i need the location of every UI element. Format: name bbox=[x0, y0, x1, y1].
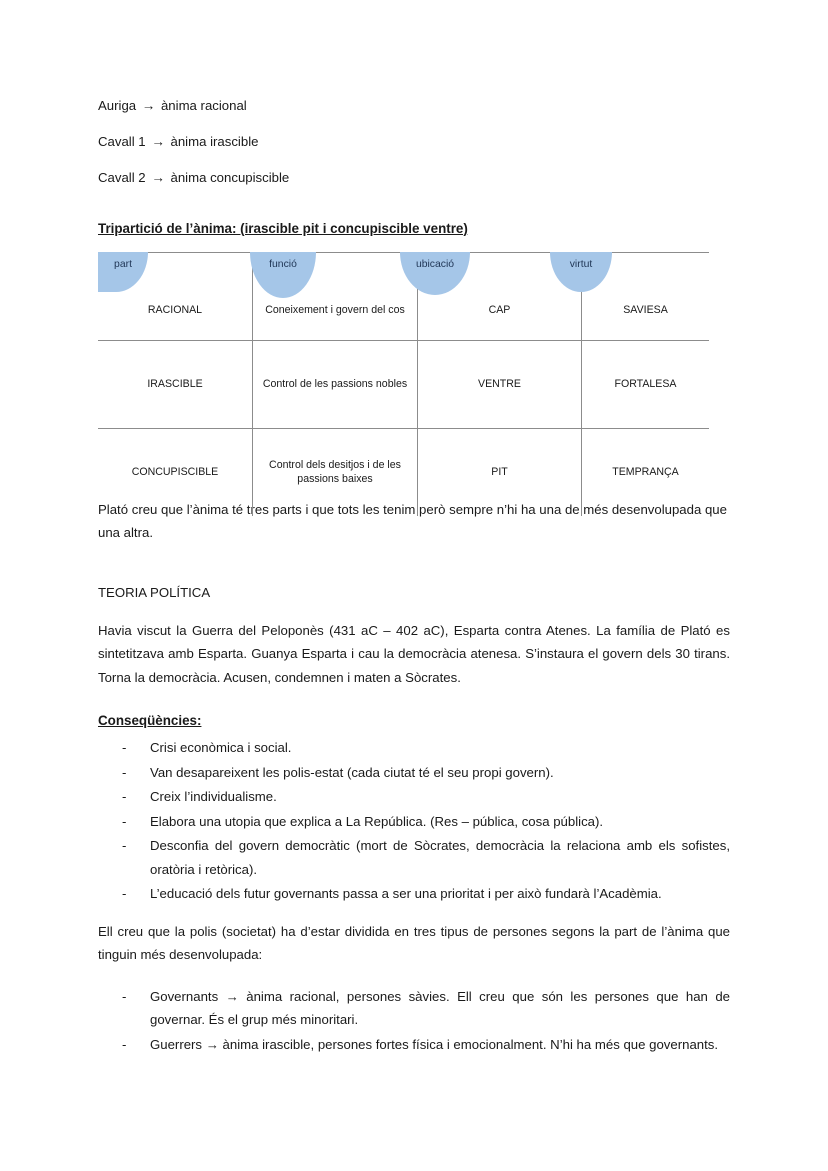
list-item bbox=[98, 985, 730, 1032]
bullet-dash-icon: - bbox=[122, 838, 127, 854]
table-cell-virtut bbox=[582, 340, 710, 428]
list-item-text: Governants → ànima racional, persones sàvies. Ell creu que són les persones que han de governar. És el grup més minoritari. bbox=[150, 988, 730, 1028]
bullet-dash-icon: - bbox=[122, 1036, 127, 1052]
table-cell-funcio bbox=[253, 340, 418, 428]
list-item-text: Van desapareixent les polis-estat (cada ciutat té el seu propi govern). bbox=[150, 764, 554, 780]
intro-line-right: ànima racional bbox=[160, 98, 247, 113]
table-cell-funcio bbox=[253, 428, 418, 516]
tripartition-heading: Tripartició de l’ànima: (irascible pit i concupiscible ventre) bbox=[98, 220, 468, 236]
callout-label: ubicació bbox=[415, 258, 455, 270]
intro-line-left: Cavall 2 bbox=[98, 169, 146, 185]
list-item bbox=[98, 736, 730, 760]
cell-text: SAVIESA bbox=[623, 303, 668, 316]
list-item bbox=[98, 834, 730, 881]
bullet-dash-icon: - bbox=[122, 789, 127, 805]
callout-label: virtut bbox=[569, 258, 593, 270]
table-cell-part bbox=[98, 428, 253, 516]
bullet-dash-icon: - bbox=[122, 764, 127, 780]
tripartition-table-wrapper bbox=[98, 252, 679, 490]
list-item-text: Creix l’individualisme. bbox=[150, 789, 277, 805]
intro-lines-block bbox=[98, 98, 730, 187]
table-cell-part bbox=[98, 252, 253, 340]
intro-line-right: ànima concupiscible bbox=[170, 169, 290, 185]
cell-text: CAP bbox=[488, 303, 511, 316]
table-row bbox=[98, 252, 709, 340]
cell-text: VENTRE bbox=[478, 377, 521, 390]
intro-line-left: Auriga bbox=[98, 98, 137, 113]
list-item bbox=[98, 1033, 730, 1057]
bullet-dash-icon: - bbox=[122, 813, 127, 829]
consequencies-heading: Conseqüències: bbox=[98, 713, 202, 729]
table-cell-ubicacio bbox=[418, 428, 582, 516]
callout-label: part bbox=[114, 258, 132, 270]
list-item-text: Guerrers → ànima irascible, persones fortes física i emocionalment. N’hi ha més que governants. bbox=[150, 1036, 719, 1052]
arrow-icon: → bbox=[141, 98, 156, 113]
table-row bbox=[98, 340, 709, 428]
intro-line bbox=[98, 98, 730, 115]
cell-text: IRASCIBLE bbox=[147, 377, 203, 390]
table-row bbox=[98, 428, 709, 516]
table-cell-part bbox=[98, 340, 253, 428]
tripartition-note: Plató creu que l’ànima té tres parts i que tots les tenim però sempre n’hi ha una de més desenvolupada que una altra. bbox=[98, 501, 727, 541]
cell-text: Control de les passions nobles bbox=[262, 377, 408, 390]
intro-line-right: ànima irascible bbox=[170, 133, 259, 149]
teoria-politica-heading: TEORIA POLÍTICA bbox=[98, 584, 211, 600]
cell-text: PIT bbox=[491, 465, 508, 478]
document-content bbox=[98, 98, 730, 1066]
table-cell-funcio bbox=[253, 252, 418, 340]
list-item-text: L’educació dels futur governants passa a ser una prioritat i per això fundarà l’Acadèmia. bbox=[150, 886, 662, 902]
table-cell-ubicacio bbox=[418, 252, 582, 340]
cell-text: RACIONAL bbox=[147, 303, 203, 316]
cell-text: CONCUPISCIBLE bbox=[131, 465, 219, 478]
tripartition-table bbox=[98, 252, 709, 516]
list-item-text: Elabora una utopia que explica a La República. (Res – pública, cosa pública). bbox=[150, 813, 604, 829]
list-item bbox=[98, 761, 730, 785]
table-cell-virtut bbox=[582, 428, 710, 516]
polis-paragraph: Ell creu que la polis (societat) ha d’estar dividida en tres tipus de persones segons la part de l’ànima que tinguin més desenvolupada: bbox=[98, 923, 730, 963]
list-item bbox=[98, 785, 730, 809]
table-cell-virtut bbox=[582, 252, 710, 340]
table-cell-ubicacio bbox=[418, 340, 582, 428]
arrow-icon: → bbox=[151, 169, 165, 185]
list-item-text: Desconfia del govern democràtic (mort de Sòcrates, democràcia la relaciona amb els sofistes, oratòria i retòrica). bbox=[150, 838, 730, 877]
cell-text: Coneixement i govern del cos bbox=[265, 303, 405, 316]
cell-text: FORTALESA bbox=[614, 377, 677, 390]
intro-line bbox=[98, 170, 730, 187]
bullet-dash-icon: - bbox=[122, 886, 127, 902]
polis-list bbox=[98, 985, 730, 1057]
list-item-text: Crisi econòmica i social. bbox=[150, 740, 292, 756]
cell-text: TEMPRANÇA bbox=[612, 465, 679, 478]
consequencies-list bbox=[98, 736, 730, 906]
bullet-dash-icon: - bbox=[122, 740, 127, 756]
list-item bbox=[98, 882, 730, 906]
teoria-politica-paragraph: Havia viscut la Guerra del Peloponès (431 aC – 402 aC), Esparta contra Atenes. La família de Plató es sintetitzava amb Esparta. Guanya Esparta i cau la democràcia atenesa. S’instaura el govern dels 30 tirans. Torna la democràcia. Acusen, condemnen i maten a Sòcrates. bbox=[98, 622, 730, 685]
arrow-icon: → bbox=[151, 133, 165, 149]
bullet-dash-icon: - bbox=[122, 988, 127, 1004]
intro-line-left: Cavall 1 bbox=[98, 133, 146, 149]
intro-line bbox=[98, 134, 730, 151]
list-item bbox=[98, 810, 730, 834]
callout-label: funció bbox=[269, 258, 297, 270]
cell-text: Control dels desitjos i de les passions baixes bbox=[269, 458, 401, 486]
